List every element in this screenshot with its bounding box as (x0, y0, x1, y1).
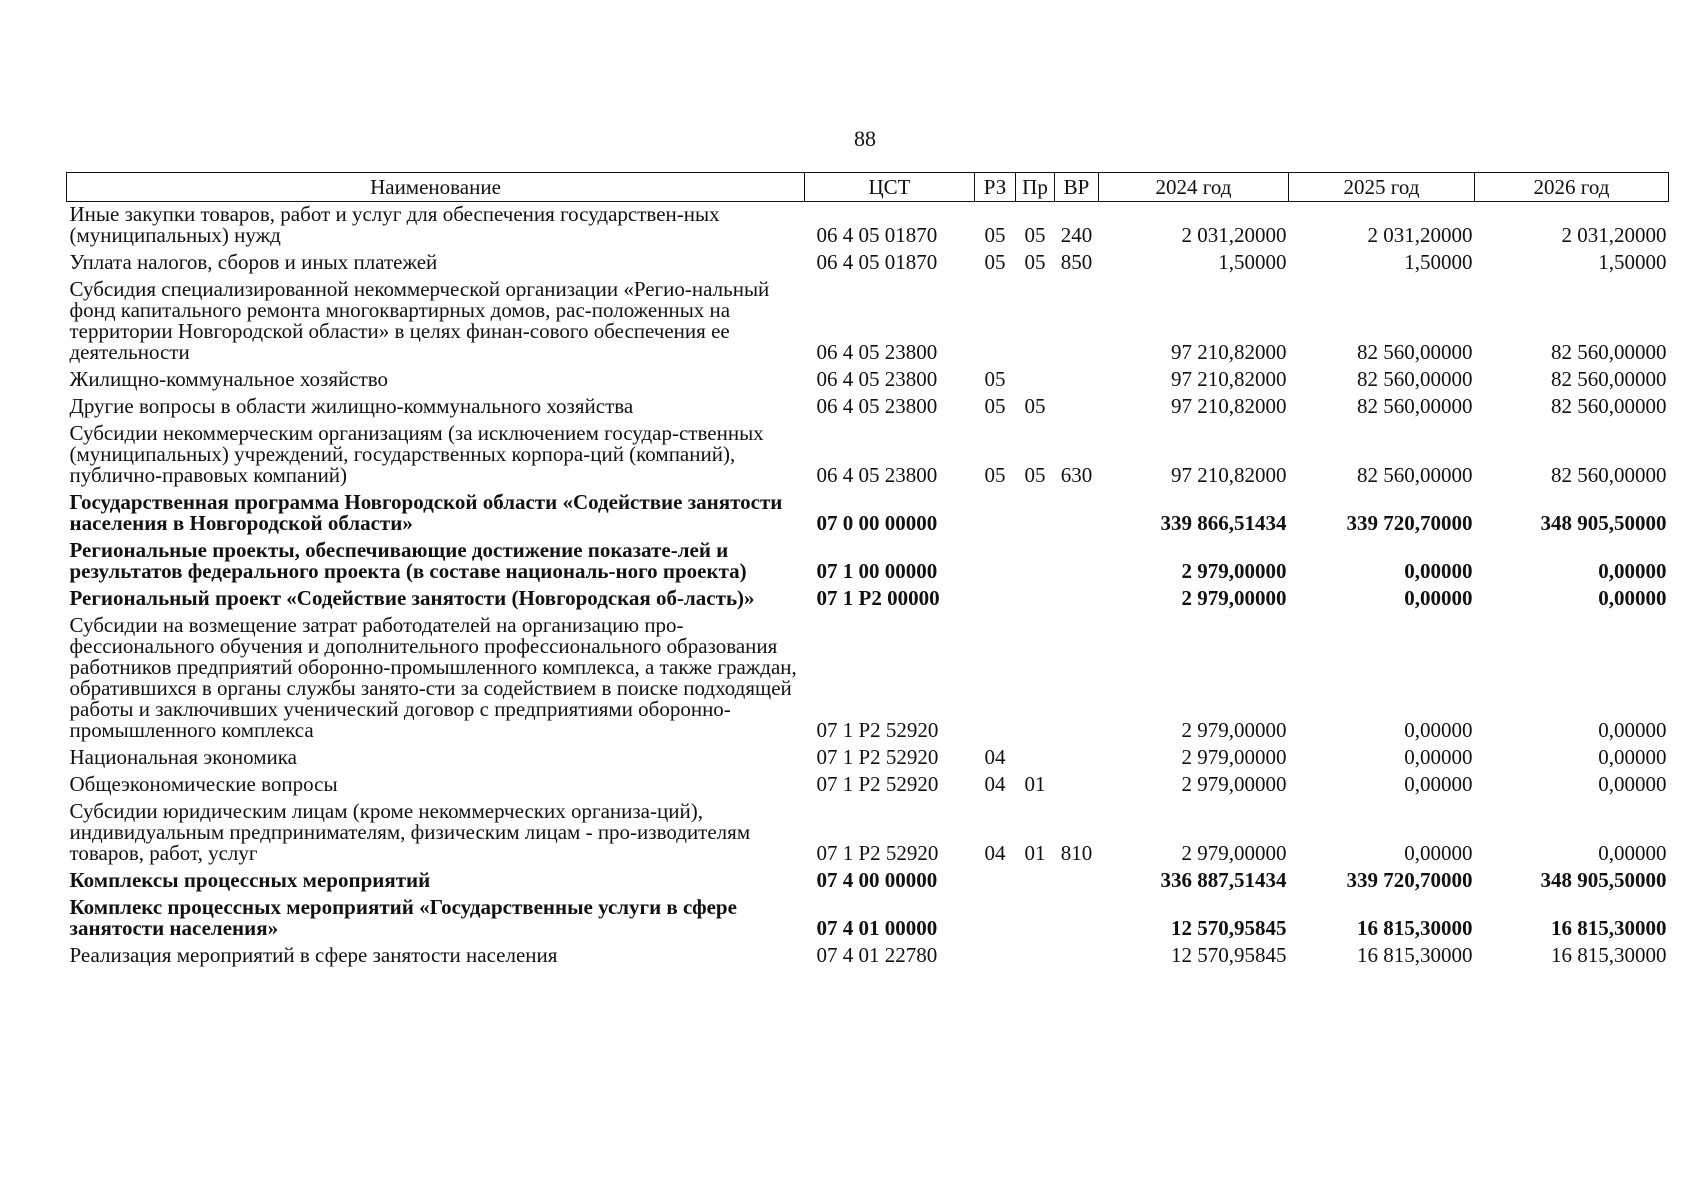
cell-name: Жилищно-коммунальное хозяйство (69, 367, 389, 391)
cell-rz (975, 586, 1016, 613)
cell-pr (1016, 538, 1055, 586)
cell-pr: 05 (1024, 463, 1046, 487)
cell-vr (1055, 394, 1099, 421)
cell-vr (1055, 868, 1099, 895)
table-row (67, 943, 1669, 970)
cell-year-2026: 16 815,30000 (1551, 916, 1667, 940)
table-row (67, 799, 1669, 868)
cell-year-2024: 2 979,00000 (1181, 841, 1287, 865)
page-number: 88 (854, 126, 876, 151)
cell-year-2025: 0,00000 (1404, 586, 1473, 610)
header-year-2026: 2026 год (1475, 173, 1669, 202)
cell-rz (975, 943, 1016, 970)
table-row (67, 202, 1669, 251)
cell-year-2026: 82 560,00000 (1551, 367, 1667, 391)
cell-cst: 07 1 00 00000 (816, 559, 938, 583)
cell-cst: 06 4 05 23800 (816, 463, 938, 487)
cell-name: Государственная программа Новгородской области «Содействие занятости населения в Новгородской области» (69, 490, 783, 535)
cell-year-2024: 339 866,51434 (1160, 511, 1287, 535)
cell-year-2026: 348 905,50000 (1540, 868, 1667, 892)
cell-pr (1016, 490, 1055, 538)
cell-year-2025: 82 560,00000 (1357, 367, 1473, 391)
header-year-2025: 2025 год (1289, 173, 1475, 202)
cell-year-2026: 82 560,00000 (1551, 394, 1667, 418)
cell-rz: 05 (984, 463, 1006, 487)
cell-rz (975, 538, 1016, 586)
cell-vr: 810 (1060, 841, 1093, 865)
cell-cst: 07 4 00 00000 (816, 868, 938, 892)
cell-name: Реализация мероприятий в сфере занятости населения (69, 943, 558, 967)
cell-cst: 07 1 Р2 00000 (816, 586, 940, 610)
cell-year-2025: 0,00000 (1404, 772, 1473, 796)
table-body (67, 202, 1669, 971)
cell-year-2025: 339 720,70000 (1346, 868, 1473, 892)
cell-rz: 04 (984, 841, 1006, 865)
cell-cst: 06 4 05 23800 (816, 367, 938, 391)
table-row (67, 394, 1669, 421)
cell-vr (1055, 895, 1099, 943)
cell-pr (1016, 943, 1055, 970)
cell-cst: 07 1 Р2 52920 (816, 772, 939, 796)
cell-year-2024: 2 979,00000 (1181, 745, 1287, 769)
cell-year-2025: 82 560,00000 (1357, 394, 1473, 418)
cell-pr (1016, 367, 1055, 394)
cell-rz: 05 (984, 223, 1006, 247)
cell-rz: 05 (984, 367, 1006, 391)
cell-name: Другие вопросы в области жилищно-коммунального хозяйства (69, 394, 634, 418)
cell-name: Комплекс процессных мероприятий «Государственные услуги в сфере занятости населения» (69, 895, 737, 940)
cell-vr: 630 (1060, 463, 1093, 487)
header-vr: ВР (1055, 173, 1099, 202)
cell-name: Субсидия специализированной некоммерческой организации «Регио-нальный фонд капитального ремонта многоквартирных домов, рас-положенных на территории Новгородской области» в целях финан-сового обеспечения ее деятельности (69, 277, 770, 364)
cell-year-2025: 0,00000 (1404, 841, 1473, 865)
cell-vr (1055, 613, 1099, 745)
cell-year-2025: 0,00000 (1404, 718, 1473, 742)
cell-vr (1055, 943, 1099, 970)
cell-pr: 05 (1024, 223, 1046, 247)
table-row (67, 895, 1669, 943)
budget-table (66, 172, 1669, 970)
cell-year-2024: 1,50000 (1218, 250, 1287, 274)
header-rz: РЗ (975, 173, 1016, 202)
cell-cst: 07 4 01 22780 (816, 943, 938, 967)
cell-pr: 01 (1024, 841, 1046, 865)
cell-year-2024: 2 031,20000 (1181, 223, 1287, 247)
cell-rz: 05 (984, 250, 1006, 274)
cell-cst: 07 1 Р2 52920 (816, 841, 939, 865)
cell-cst: 06 4 05 23800 (816, 394, 938, 418)
cell-year-2026: 0,00000 (1598, 745, 1667, 769)
cell-year-2026: 16 815,30000 (1551, 943, 1667, 967)
cell-year-2024: 97 210,82000 (1171, 340, 1287, 364)
cell-name: Региональные проекты, обеспечивающие достижение показате-лей и результатов федерального проекта (в составе националь-ного проекта) (69, 538, 747, 583)
table-row (67, 367, 1669, 394)
cell-vr (1055, 277, 1099, 367)
cell-vr (1055, 538, 1099, 586)
cell-year-2026: 1,50000 (1598, 250, 1667, 274)
cell-pr (1016, 277, 1055, 367)
cell-year-2025: 82 560,00000 (1357, 463, 1473, 487)
cell-vr (1055, 745, 1099, 772)
cell-vr (1055, 586, 1099, 613)
cell-pr: 01 (1024, 772, 1046, 796)
table-row (67, 868, 1669, 895)
cell-rz (975, 868, 1016, 895)
cell-pr: 05 (1024, 250, 1046, 274)
cell-year-2024: 2 979,00000 (1181, 718, 1287, 742)
cell-year-2024: 12 570,95845 (1171, 943, 1287, 967)
cell-year-2024: 2 979,00000 (1181, 559, 1287, 583)
table-row (67, 745, 1669, 772)
header-name: Наименование (67, 173, 805, 202)
cell-year-2024: 12 570,95845 (1171, 916, 1287, 940)
table-row (67, 421, 1669, 490)
cell-cst: 06 4 05 23800 (816, 340, 938, 364)
cell-rz: 04 (984, 745, 1006, 769)
cell-year-2024: 336 887,51434 (1160, 868, 1287, 892)
table-row (67, 586, 1669, 613)
cell-rz (975, 613, 1016, 745)
table-header (67, 173, 1669, 202)
cell-year-2025: 0,00000 (1404, 745, 1473, 769)
cell-pr (1016, 745, 1055, 772)
table-row (67, 538, 1669, 586)
table-row (67, 250, 1669, 277)
cell-rz: 04 (984, 772, 1006, 796)
cell-name: Общеэкономические вопросы (69, 772, 338, 796)
cell-year-2025: 339 720,70000 (1346, 511, 1473, 535)
cell-pr: 05 (1024, 394, 1046, 418)
cell-cst: 06 4 05 01870 (816, 223, 938, 247)
cell-rz (975, 895, 1016, 943)
cell-pr (1016, 868, 1055, 895)
table-row (67, 277, 1669, 367)
cell-cst: 07 1 Р2 52920 (816, 745, 939, 769)
header-row (67, 173, 1669, 202)
cell-pr (1016, 895, 1055, 943)
cell-name: Региональный проект «Содействие занятости (Новгородская об-ласть)» (69, 586, 755, 610)
cell-year-2025: 1,50000 (1404, 250, 1473, 274)
cell-year-2024: 97 210,82000 (1171, 367, 1287, 391)
cell-year-2026: 0,00000 (1598, 841, 1667, 865)
cell-name: Субсидии на возмещение затрат работодателей на организацию про-фессионального обучения и дополнительного профессионального образования работников предприятий оборонно-промышленного комплекса, а также граждан, обратившихся в органы службы занято-сти за содействием в поиске подходящей работы и заключивших ученический договор с предприятиями оборонно-промышленного комплекса (69, 613, 797, 742)
cell-pr (1016, 613, 1055, 745)
cell-vr (1055, 490, 1099, 538)
cell-name: Уплата налогов, сборов и иных платежей (69, 250, 438, 274)
cell-cst: 07 1 Р2 52920 (816, 718, 939, 742)
cell-year-2024: 2 979,00000 (1181, 772, 1287, 796)
cell-name: Субсидии юридическим лицам (кроме некоммерческих организа-ций), индивидуальным предпринимателям, физическим лицам - про-изводителям товаров, работ, услуг (69, 799, 751, 865)
cell-vr (1055, 367, 1099, 394)
header-cst: ЦСТ (805, 173, 975, 202)
header-pr: Пр (1016, 173, 1055, 202)
cell-vr (1055, 772, 1099, 799)
cell-name: Субсидии некоммерческим организациям (за исключением государ-ственных (муниципальных) учреждений, государственных корпора-ций (компаний), публично-правовых компаний) (69, 421, 764, 487)
cell-year-2024: 97 210,82000 (1171, 463, 1287, 487)
cell-year-2026: 82 560,00000 (1551, 340, 1667, 364)
cell-year-2024: 97 210,82000 (1171, 394, 1287, 418)
cell-year-2025: 0,00000 (1404, 559, 1473, 583)
cell-cst: 06 4 05 01870 (816, 250, 938, 274)
cell-rz: 05 (984, 394, 1006, 418)
table-row (67, 490, 1669, 538)
cell-vr: 850 (1060, 250, 1093, 274)
table-row (67, 772, 1669, 799)
cell-year-2026: 348 905,50000 (1540, 511, 1667, 535)
cell-year-2025: 2 031,20000 (1367, 223, 1473, 247)
cell-year-2025: 16 815,30000 (1357, 943, 1473, 967)
cell-rz (975, 490, 1016, 538)
cell-year-2026: 0,00000 (1598, 559, 1667, 583)
cell-pr (1016, 586, 1055, 613)
cell-cst: 07 0 00 00000 (816, 511, 938, 535)
header-year-2024: 2024 год (1099, 173, 1289, 202)
cell-name: Иные закупки товаров, работ и услуг для обеспечения государствен-ных (муниципальных) нужд (69, 202, 720, 247)
cell-year-2025: 82 560,00000 (1357, 340, 1473, 364)
cell-year-2025: 16 815,30000 (1357, 916, 1473, 940)
cell-rz (975, 277, 1016, 367)
cell-year-2026: 0,00000 (1598, 586, 1667, 610)
cell-vr: 240 (1060, 223, 1093, 247)
cell-cst: 07 4 01 00000 (816, 916, 938, 940)
cell-year-2026: 0,00000 (1598, 772, 1667, 796)
cell-year-2024: 2 979,00000 (1181, 586, 1287, 610)
table-row (67, 613, 1669, 745)
cell-year-2026: 82 560,00000 (1551, 463, 1667, 487)
cell-year-2026: 2 031,20000 (1561, 223, 1667, 247)
cell-year-2026: 0,00000 (1598, 718, 1667, 742)
cell-name: Комплексы процессных мероприятий (69, 868, 431, 892)
cell-name: Национальная экономика (69, 745, 297, 769)
